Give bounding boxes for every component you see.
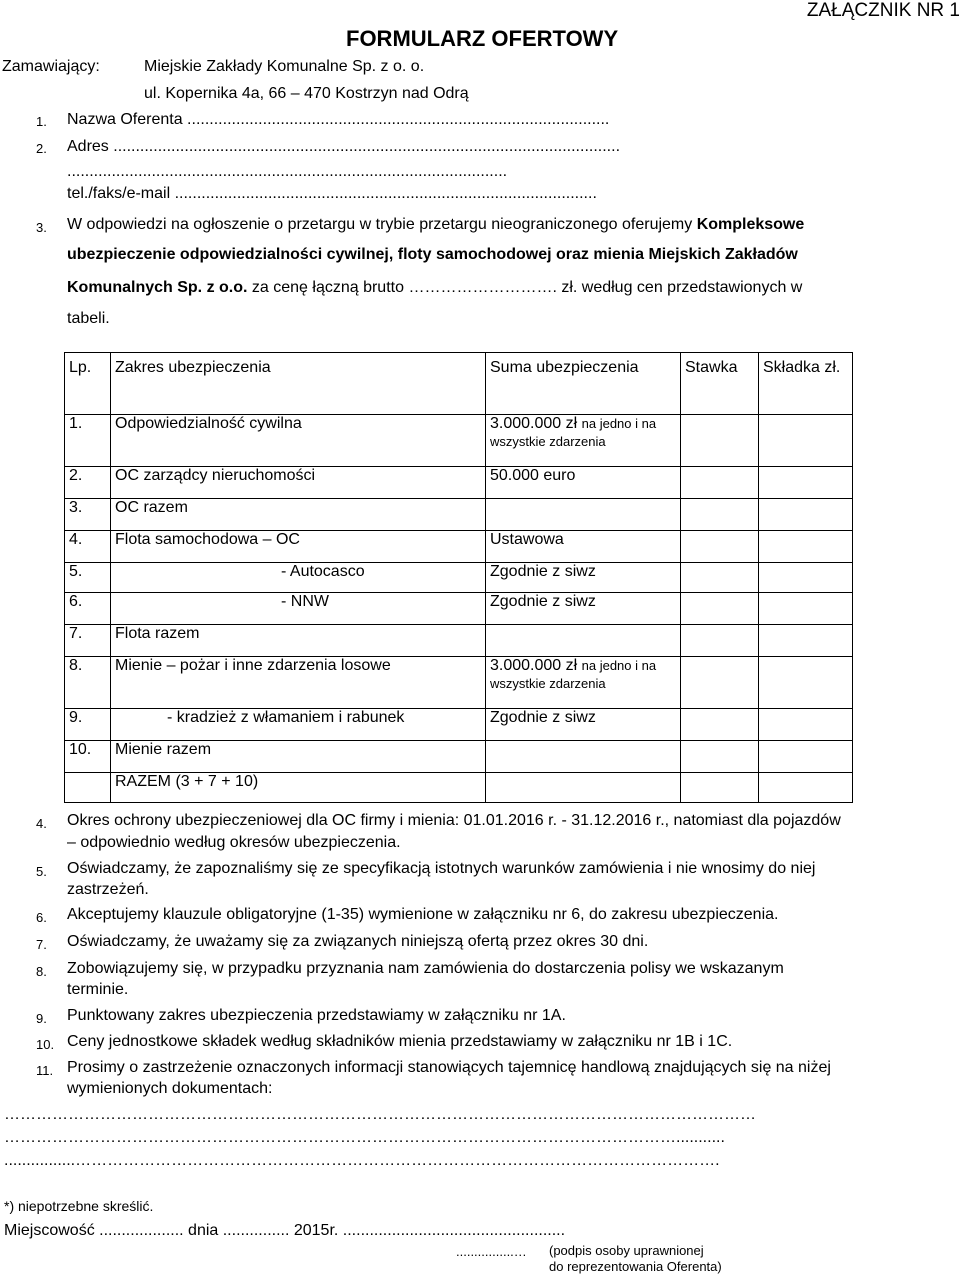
row-scope: Odpowiedzialność cywilna [111, 415, 486, 467]
contact-field[interactable]: tel./faks/e-mail ............................................................................................... [67, 185, 597, 202]
row-scope: - NNW [111, 593, 486, 625]
col-sum: Suma ubezpieczenia [486, 353, 681, 415]
row-scope: Flota samochodowa – OC [111, 531, 486, 563]
row-rate-field[interactable] [681, 741, 759, 773]
row-sum: 3.000.000 zł na jedno i na wszystkie zdarzenia [486, 657, 681, 709]
row-rate-field[interactable] [681, 499, 759, 531]
point-number: 9. [36, 1011, 47, 1026]
row-premium-field[interactable] [759, 625, 853, 657]
point-4-line-1: Okres ochrony ubezpieczeniowej dla OC firmy i mienia: 01.01.2016 r. - 31.12.2016 r., natomiast dla pojazdów [67, 812, 841, 829]
row-scope: Flota razem [111, 625, 486, 657]
row-lp: 9. [65, 709, 111, 741]
place-date-field[interactable]: Miejscowość ................... dnia ............... 2015r. .................................................. [4, 1222, 566, 1239]
point-7-line-1: Oświadczamy, że uważamy się za związanych niniejszą ofertą przez okres 30 dni. [67, 933, 649, 950]
point-9-line-1: Punktowany zakres ubezpieczenia przedstawiamy w załączniku nr 1A. [67, 1007, 566, 1024]
form-title: FORMULARZ OFERTOWY [346, 26, 619, 51]
row-sum [486, 741, 681, 773]
blank-line[interactable]: ................…………………………………………………………………………………………………………. [4, 1152, 720, 1169]
total-label: RAZEM (3 + 7 + 10) [111, 773, 486, 803]
total-premium-field[interactable] [759, 773, 853, 803]
row-rate-field[interactable] [681, 709, 759, 741]
row-sum [486, 625, 681, 657]
blank-line[interactable]: ………………………………………………………………………………………………………………........... [4, 1129, 725, 1146]
point-number: 10. [36, 1037, 55, 1052]
row-scope: Mienie razem [111, 741, 486, 773]
point-number: 8. [36, 964, 47, 979]
table-header-row [65, 353, 853, 415]
table-row [65, 499, 853, 531]
row-premium-field[interactable] [759, 741, 853, 773]
row-rate-field[interactable] [681, 657, 759, 709]
offer-price-field[interactable]: za cenę łączną brutto ………………………. zł. według cen przedstawionych w [247, 279, 803, 296]
point-8-line-1: Zobowiązujemy się, w przypadku przyznania nam zamówienia do dostarczenia polisy we wskazanym [67, 960, 784, 977]
row-premium-field[interactable] [759, 657, 853, 709]
row-sum: Zgodnie z siwz [486, 709, 681, 741]
coverage-table [64, 352, 853, 803]
table-row [65, 467, 853, 499]
table-row [65, 709, 853, 741]
point-10-line-1: Ceny jednostkowe składek według składników mienia przedstawiamy w załączniku nr 1B i 1C. [67, 1033, 733, 1050]
row-premium-field[interactable] [759, 563, 853, 593]
row-lp: 6. [65, 593, 111, 625]
row-rate-field[interactable] [681, 593, 759, 625]
point-11-line-1: Prosimy o zastrzeżenie oznaczonych informacji stanowiących tajemnicę handlową znajdujących się na niżej [67, 1059, 831, 1076]
row-rate-field[interactable] [681, 531, 759, 563]
offer-line-3 [67, 279, 802, 297]
signature-caption-1: (podpis osoby uprawnionej [549, 1243, 704, 1258]
col-rate: Stawka [681, 353, 759, 415]
row-premium-field[interactable] [759, 499, 853, 531]
total-rate-field[interactable] [681, 773, 759, 803]
table-row [65, 741, 853, 773]
client-label: Zamawiający: [2, 58, 100, 75]
offer-company: Komunalnych Sp. z o.o. [67, 279, 248, 296]
bidder-address-field[interactable]: Adres .................................................................................................................. [67, 138, 621, 155]
offer-line-2: ubezpieczenie odpowiedzialności cywilnej, floty samochodowej oraz mienia Miejskich Zakładów [67, 246, 798, 263]
row-premium-field[interactable] [759, 415, 853, 467]
client-address: ul. Kopernika 4a, 66 – 470 Kostrzyn nad Odrą [144, 85, 469, 102]
bidder-name-field[interactable]: Nazwa Oferenta ............................................................................................... [67, 111, 610, 128]
table-row [65, 625, 853, 657]
offer-bold: Kompleksowe [696, 216, 805, 233]
row-scope: - Autocasco [111, 563, 486, 593]
row-lp: 3. [65, 499, 111, 531]
footnote: *) niepotrzebne skreślić. [4, 1198, 154, 1214]
offer-text: W odpowiedzi na ogłoszenie o przetargu w trybie przetargu nieograniczonego oferujemy [67, 216, 697, 233]
row-lp: 8. [65, 657, 111, 709]
row-rate-field[interactable] [681, 563, 759, 593]
row-scope: - kradzież z włamaniem i rabunek [111, 709, 486, 741]
row-lp: 2. [65, 467, 111, 499]
annex-label: ZAŁĄCZNIK NR 1 [806, 0, 960, 21]
row-rate-field[interactable] [681, 625, 759, 657]
row-sum: Zgodnie z siwz [486, 563, 681, 593]
signature-dots: ................… [456, 1244, 527, 1259]
table-row [65, 657, 853, 709]
row-sum: Ustawowa [486, 531, 681, 563]
row-premium-field[interactable] [759, 531, 853, 563]
blank-line[interactable]: …………………………………………………………………………………………………………………………… [4, 1106, 756, 1123]
row-lp: 4. [65, 531, 111, 563]
row-scope: OC zarządcy nieruchomości [111, 467, 486, 499]
row-sum [486, 499, 681, 531]
row-rate-field[interactable] [681, 415, 759, 467]
col-lp: Lp. [65, 353, 111, 415]
point-8-line-2: terminie. [67, 981, 129, 998]
offer-line-1 [67, 216, 804, 234]
row-premium-field[interactable] [759, 709, 853, 741]
point-11-line-2: wymienionych dokumentach: [67, 1080, 273, 1097]
point-5-line-1: Oświadczamy, że zapoznaliśmy się ze specyfikacją istotnych warunków zamówienia i nie wnosimy do niej [67, 860, 816, 877]
table-row [65, 531, 853, 563]
table-row [65, 593, 853, 625]
col-scope: Zakres ubezpieczenia [111, 353, 486, 415]
row-sum: Zgodnie z siwz [486, 593, 681, 625]
point-number: 4. [36, 816, 47, 831]
point-4-line-2: – odpowiednio według okresów ubezpieczenia. [67, 834, 401, 851]
row-lp: 10. [65, 741, 111, 773]
offer-line-4: tabeli. [67, 310, 110, 327]
table-row [65, 563, 853, 593]
point-number: 6. [36, 910, 47, 925]
row-rate-field[interactable] [681, 467, 759, 499]
row-premium-field[interactable] [759, 467, 853, 499]
field-number: 1. [36, 114, 47, 129]
row-sum: 3.000.000 zł na jedno i na wszystkie zdarzenia [486, 415, 681, 467]
table-row [65, 415, 853, 467]
row-scope: Mienie – pożar i inne zdarzenia losowe [111, 657, 486, 709]
col-premium: Składka zł. [759, 353, 853, 415]
signature-caption-2: do reprezentowania Oferenta) [549, 1259, 722, 1274]
bidder-address-continued[interactable]: ................................................................................................... [67, 163, 508, 180]
row-scope: OC razem [111, 499, 486, 531]
point-number: 5. [36, 864, 47, 879]
row-lp: 1. [65, 415, 111, 467]
point-number: 3. [36, 220, 47, 235]
point-number: 7. [36, 937, 47, 952]
row-sum: 50.000 euro [486, 467, 681, 499]
row-premium-field[interactable] [759, 593, 853, 625]
field-number: 2. [36, 141, 47, 156]
point-5-line-2: zastrzeżeń. [67, 881, 149, 898]
row-lp: 7. [65, 625, 111, 657]
row-lp: 5. [65, 563, 111, 593]
point-6-line-1: Akceptujemy klauzule obligatoryjne (1-35) wymienione w załączniku nr 6, do zakresu ubezpieczenia. [67, 906, 779, 923]
table-total-row [65, 773, 853, 803]
point-number: 11. [36, 1063, 54, 1078]
client-name: Miejskie Zakłady Komunalne Sp. z o. o. [144, 58, 425, 75]
